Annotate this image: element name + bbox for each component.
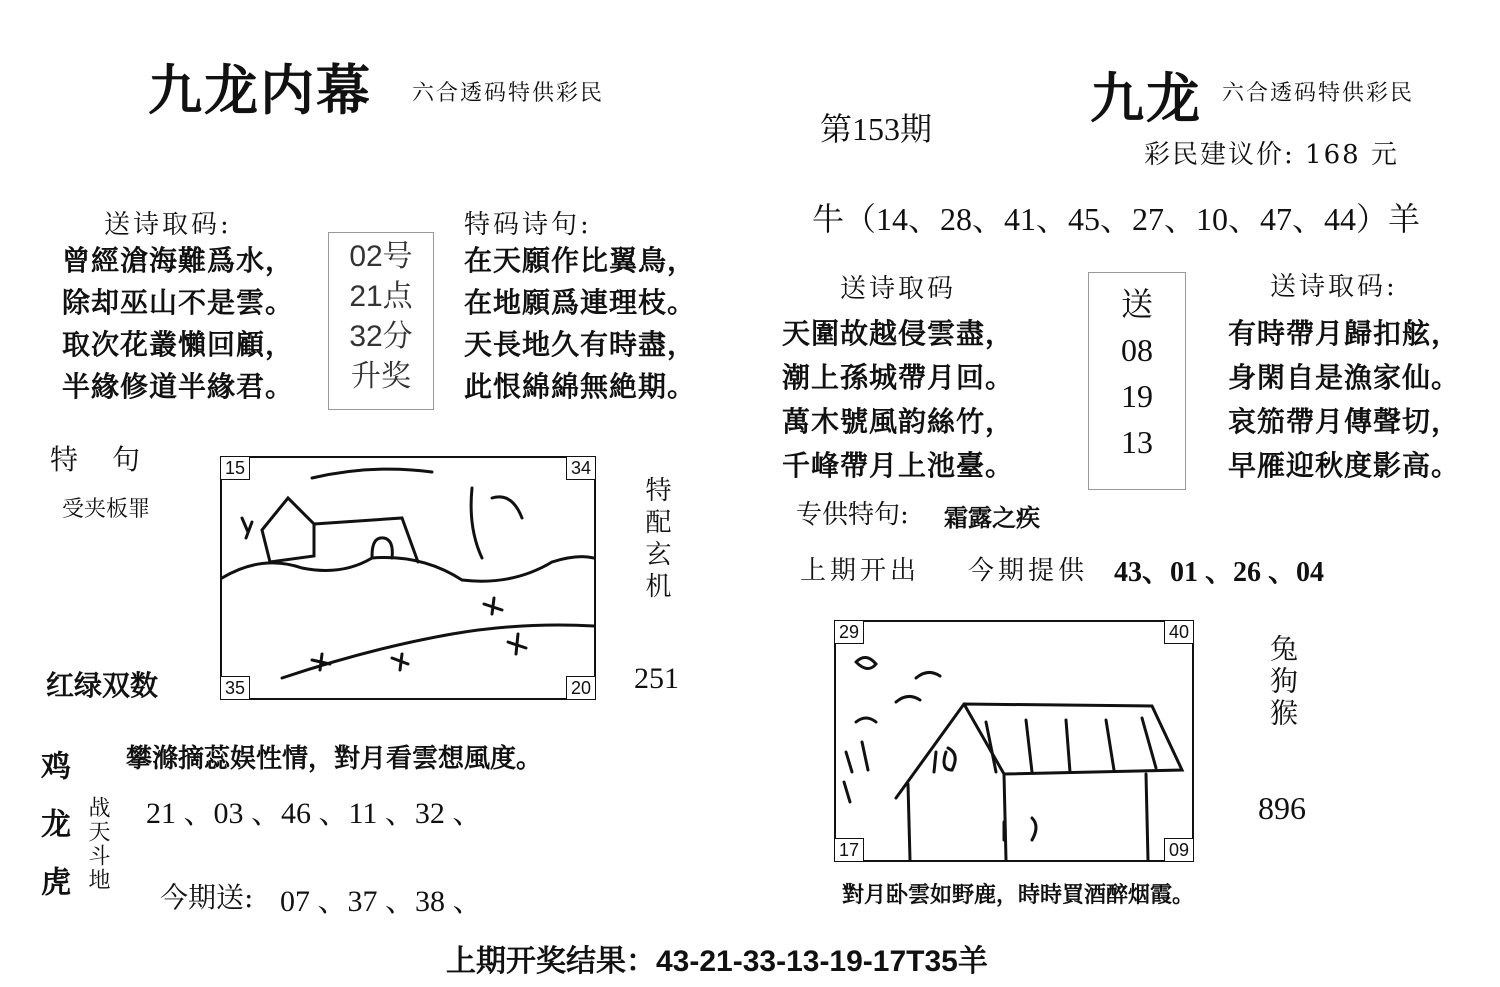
last-draw-result: 上期开奖结果：43-21-33-13-19-17T35羊 xyxy=(446,945,988,978)
box-line: 21点 xyxy=(349,280,413,313)
left-bottom-poem: 攀滌摘蕊娱性情，對月看雲想風度。 xyxy=(126,744,543,774)
left-poem xyxy=(62,240,294,408)
landscape-sketch xyxy=(222,458,594,698)
right-center-box xyxy=(1088,272,1186,490)
poem-line: 半緣修道半緣君。 xyxy=(62,370,295,403)
box-line: 08 xyxy=(1121,332,1153,368)
offer-numbers: 43、01 、26 、04 xyxy=(1114,557,1325,588)
left-center-box xyxy=(328,232,434,410)
picture-corner-number: 09 xyxy=(1164,838,1194,862)
picture-corner-number: 17 xyxy=(834,838,864,862)
poem-line: 除却巫山不是雲。 xyxy=(62,286,295,319)
special-text: 霜露之疾 xyxy=(944,503,1040,532)
te-ju-label: 特 句 xyxy=(50,443,144,476)
box-line: 13 xyxy=(1121,424,1153,460)
box-line: 19 xyxy=(1121,378,1153,414)
right-poem-heading-a: 送诗取码 xyxy=(840,274,957,304)
poem-line: 曾經滄海難爲水， xyxy=(62,244,295,277)
left-special-heading: 特码诗句: xyxy=(464,210,592,240)
side-vertical-text: 特配玄机 xyxy=(641,476,671,604)
side-number: 251 xyxy=(634,662,679,695)
picture-corner-number: 15 xyxy=(220,456,250,480)
picture-corner-number: 34 xyxy=(566,456,596,480)
right-title: 九龙 xyxy=(1090,66,1202,130)
suggested-price: 彩民建议价: 168 元 xyxy=(1144,140,1399,170)
poem-line: 萬木號風韵絲竹， xyxy=(782,405,1015,438)
poem-line: 此恨綿綿無絶期。 xyxy=(464,370,697,403)
left-title: 九龙内幕 xyxy=(148,58,372,122)
poem-line: 天長地久有時盡， xyxy=(464,328,697,361)
battle-label: 战天斗地 xyxy=(85,796,110,892)
right-side-animals: 兔狗猴 xyxy=(1266,634,1299,730)
house-sketch xyxy=(836,622,1192,860)
box-line: 升奖 xyxy=(351,360,411,393)
poem-line: 有時帶月歸扣舷， xyxy=(1228,317,1461,350)
last-issue-label: 上期开出 xyxy=(800,556,921,586)
poem-line: 潮上孫城帶月回。 xyxy=(782,361,1015,394)
poem-line: 天圍故越侵雲盡， xyxy=(782,317,1015,350)
offer-label: 今期提供 xyxy=(968,556,1089,586)
red-green-label: 红绿双数 xyxy=(46,669,159,702)
today-label: 今期送: xyxy=(160,881,254,914)
poem-line: 在天願作比翼鳥， xyxy=(464,244,697,277)
battle-numbers: 21 、03 、46 、11 、32 、 xyxy=(146,797,483,830)
codes-line: 牛（14、28、41、45、27、10、47、44）羊 xyxy=(812,201,1421,237)
animals-vertical: 鸡龙虎 xyxy=(35,750,70,924)
right-subtitle: 六合透码特供彩民 xyxy=(1222,81,1415,106)
picture-corner-number: 35 xyxy=(220,676,250,700)
right-poem-a xyxy=(782,312,1014,488)
right-poem-b xyxy=(1228,312,1460,488)
left-subtitle: 六合透码特供彩民 xyxy=(412,81,605,106)
picture-corner-number: 40 xyxy=(1164,620,1194,644)
poem-line: 身閑自是漁家仙。 xyxy=(1228,361,1461,394)
issue-number: 第153期 xyxy=(820,111,933,147)
right-riddle-picture xyxy=(834,620,1194,862)
picture-corner-number: 20 xyxy=(566,676,596,700)
poem-line: 千峰帶月上池臺。 xyxy=(782,449,1015,482)
poem-line: 早雁迎秋度影高。 xyxy=(1228,449,1461,482)
right-side-number: 896 xyxy=(1258,790,1306,826)
right-poem-heading-b: 送诗取码: xyxy=(1270,272,1398,302)
right-caption: 對月卧雲如野鹿，時時買酒醉烟霞。 xyxy=(842,882,1195,908)
box-line: 送 xyxy=(1120,286,1153,322)
left-special-poem xyxy=(464,240,696,408)
te-ju-text: 受夹板罪 xyxy=(62,497,151,522)
left-poem-heading: 送诗取码: xyxy=(104,210,232,240)
special-label: 专供特句: xyxy=(796,500,909,530)
box-line: 32分 xyxy=(349,320,413,353)
box-line: 02号 xyxy=(349,240,413,273)
poem-line: 取次花叢懶回顧， xyxy=(62,328,295,361)
poem-line: 哀笳帶月傳聲切， xyxy=(1228,405,1461,438)
today-numbers: 07 、37 、38 、 xyxy=(280,885,483,918)
poem-line: 在地願爲連理枝。 xyxy=(464,286,697,319)
left-riddle-picture xyxy=(220,456,596,700)
picture-corner-number: 29 xyxy=(834,620,864,644)
